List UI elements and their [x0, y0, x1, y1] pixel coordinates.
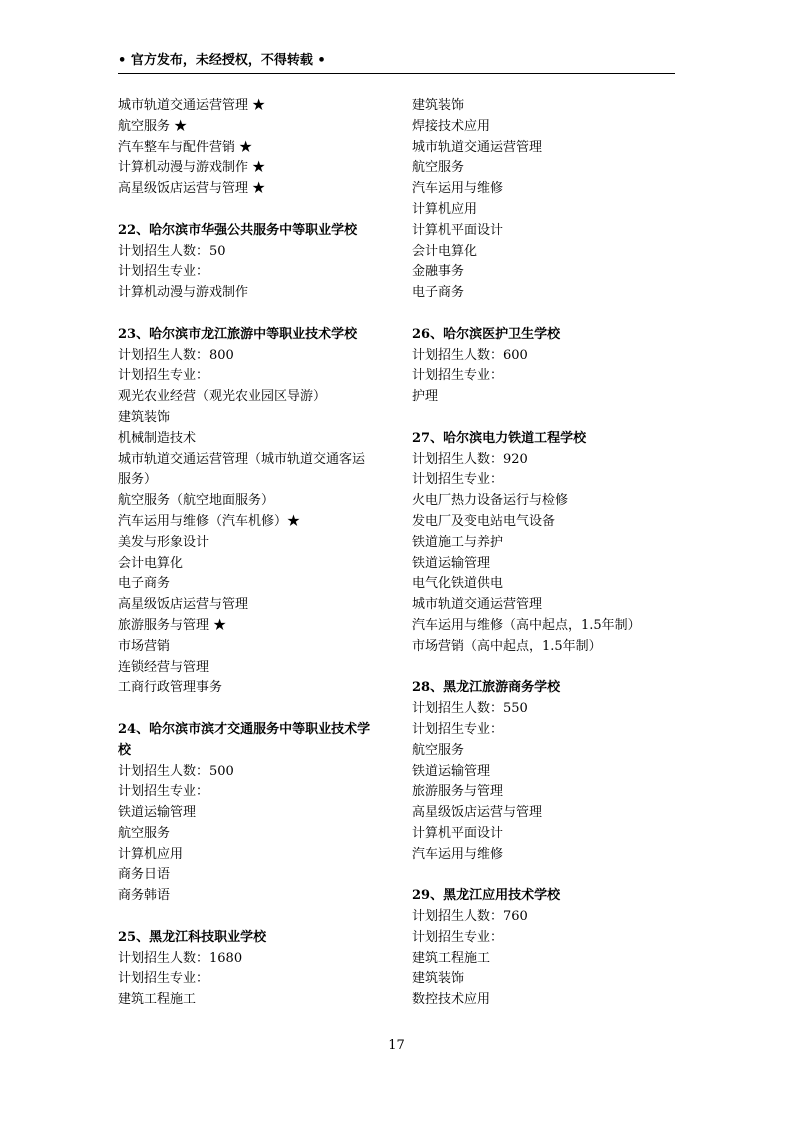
text-line: 会计电算化 — [118, 555, 184, 571]
page-header: • 官方发布，未经授权，不得转载 • — [118, 53, 326, 68]
text-line: 计算机应用 — [412, 201, 478, 217]
text-line: 建筑装饰 — [118, 409, 171, 425]
text-line: 计划招生人数：550 — [412, 701, 528, 717]
paragraph-gap — [412, 408, 674, 429]
text-line: 计划招生人数：920 — [412, 451, 528, 467]
text-line: 建筑装饰 — [412, 971, 465, 987]
paragraph-gap — [118, 699, 390, 720]
paragraph-gap — [412, 658, 674, 679]
text-line: 市场营销 — [118, 638, 171, 654]
text-line: 计算机平面设计 — [412, 222, 504, 238]
text-line: 建筑工程施工 — [412, 950, 491, 966]
text-line: 商务韩语 — [118, 888, 171, 904]
text-line: 城市轨道交通运营管理 ★ — [118, 98, 266, 113]
text-line: 旅游服务与管理 ★ — [118, 617, 227, 633]
text-line: 计划招生专业： — [412, 472, 504, 488]
text-line: 计划招生专业： — [118, 784, 210, 800]
text-line: 会计电算化 — [412, 243, 478, 259]
text-line: 高星级饭店运营与管理 ★ — [118, 181, 266, 197]
header-rule — [118, 73, 675, 74]
text-line: 航空服务 — [412, 742, 465, 758]
right-column — [412, 96, 674, 1011]
text-line: 城市轨道交通运营管理 — [412, 597, 543, 613]
text-line: 铁道运输管理 — [412, 763, 491, 779]
text-line: 美发与形象设计 — [118, 534, 210, 550]
text-line: 商务日语 — [118, 867, 171, 883]
text-line: 观光农业经营（观光农业园区导游） — [118, 389, 327, 405]
school-title: 29、黑龙江应用技术学校 — [412, 888, 561, 904]
text-line: 城市轨道交通运营管理 — [412, 139, 543, 155]
text-line: 护理 — [412, 389, 439, 405]
school-title: 24、哈尔滨市滨才交通服务中等职业技术学 — [118, 721, 371, 737]
text-line: 电子商务 — [412, 285, 465, 301]
text-line: 计划招生专业： — [412, 368, 504, 384]
text-line: 服务） — [118, 472, 158, 488]
text-line: 计划招生专业： — [118, 264, 210, 280]
left-column — [118, 96, 390, 1011]
text-line: 铁道运输管理 — [412, 555, 491, 571]
text-line: 汽车运用与维修（高中起点，1.5年制） — [412, 617, 641, 633]
text-line: 航空服务（航空地面服务） — [118, 493, 275, 509]
text-line: 焊接技术应用 — [412, 118, 491, 134]
text-line: 旅游服务与管理 — [412, 784, 504, 800]
text-line: 数控技术应用 — [412, 992, 491, 1008]
text-line: 工商行政管理事务 — [118, 680, 223, 696]
text-line: 连锁经营与管理 — [118, 659, 210, 675]
text-line: 发电厂及变电站电气设备 — [412, 513, 556, 529]
text-line: 汽车运用与维修 — [412, 846, 504, 862]
school-title: 26、哈尔滨医护卫生学校 — [412, 326, 561, 342]
school-title: 27、哈尔滨电力铁道工程学校 — [412, 430, 587, 446]
text-line: 铁道施工与养护 — [412, 534, 504, 550]
text-line: 计划招生专业： — [412, 929, 504, 945]
text-line: 计划招生人数：760 — [412, 909, 528, 925]
text-line: 建筑工程施工 — [118, 992, 197, 1008]
text-line: 高星级饭店运营与管理 — [118, 597, 249, 613]
text-line: 市场营销（高中起点，1.5年制） — [412, 638, 602, 654]
text-line: 计划招生人数：600 — [412, 347, 528, 363]
paragraph-gap — [118, 907, 390, 928]
school-title: 22、哈尔滨市华强公共服务中等职业学校 — [118, 222, 358, 238]
text-line: 铁道运输管理 — [118, 805, 197, 821]
text-line: 计算机动漫与游戏制作 — [118, 285, 249, 301]
text-line: 航空服务 — [118, 825, 171, 841]
text-line: 航空服务 — [412, 160, 465, 176]
text-line: 电子商务 — [118, 576, 171, 592]
text-line: 计划招生专业： — [118, 971, 210, 987]
text-line: 机械制造技术 — [118, 430, 197, 446]
text-line: 计划招生人数：1680 — [118, 950, 243, 966]
text-line: 高星级饭店运营与管理 — [412, 805, 543, 821]
school-title: 校 — [118, 742, 132, 758]
text-line: 汽车运用与维修（汽车机修）★ — [118, 513, 301, 529]
text-line: 计划招生人数：50 — [118, 243, 226, 259]
text-line: 城市轨道交通运营管理（城市轨道交通客运 — [118, 451, 366, 467]
paragraph-gap — [412, 865, 674, 886]
text-line: 计算机应用 — [118, 846, 184, 862]
school-title: 28、黑龙江旅游商务学校 — [412, 680, 561, 696]
text-line: 汽车整车与配件营销 ★ — [118, 139, 253, 155]
text-line: 金融事务 — [412, 264, 465, 280]
text-line: 汽车运用与维修 — [412, 181, 504, 197]
text-line: 火电厂热力设备运行与检修 — [412, 493, 569, 509]
text-line: 计划招生人数：500 — [118, 763, 234, 779]
text-line: 计划招生专业： — [412, 721, 504, 737]
paragraph-gap — [412, 304, 674, 325]
school-title: 23、哈尔滨市龙江旅游中等职业技术学校 — [118, 326, 358, 342]
page-number: 17 — [388, 1038, 405, 1053]
text-line: 计算机平面设计 — [412, 825, 504, 841]
paragraph-gap — [118, 200, 390, 221]
text-line: 建筑装饰 — [412, 98, 465, 113]
text-line: 计算机动漫与游戏制作 ★ — [118, 160, 266, 176]
school-title: 25、黑龙江科技职业学校 — [118, 929, 267, 945]
paragraph-gap — [118, 304, 390, 325]
text-line: 电气化铁道供电 — [412, 576, 504, 592]
text-line: 计划招生人数：800 — [118, 347, 234, 363]
text-line: 航空服务 ★ — [118, 118, 188, 134]
text-line: 计划招生专业： — [118, 368, 210, 384]
